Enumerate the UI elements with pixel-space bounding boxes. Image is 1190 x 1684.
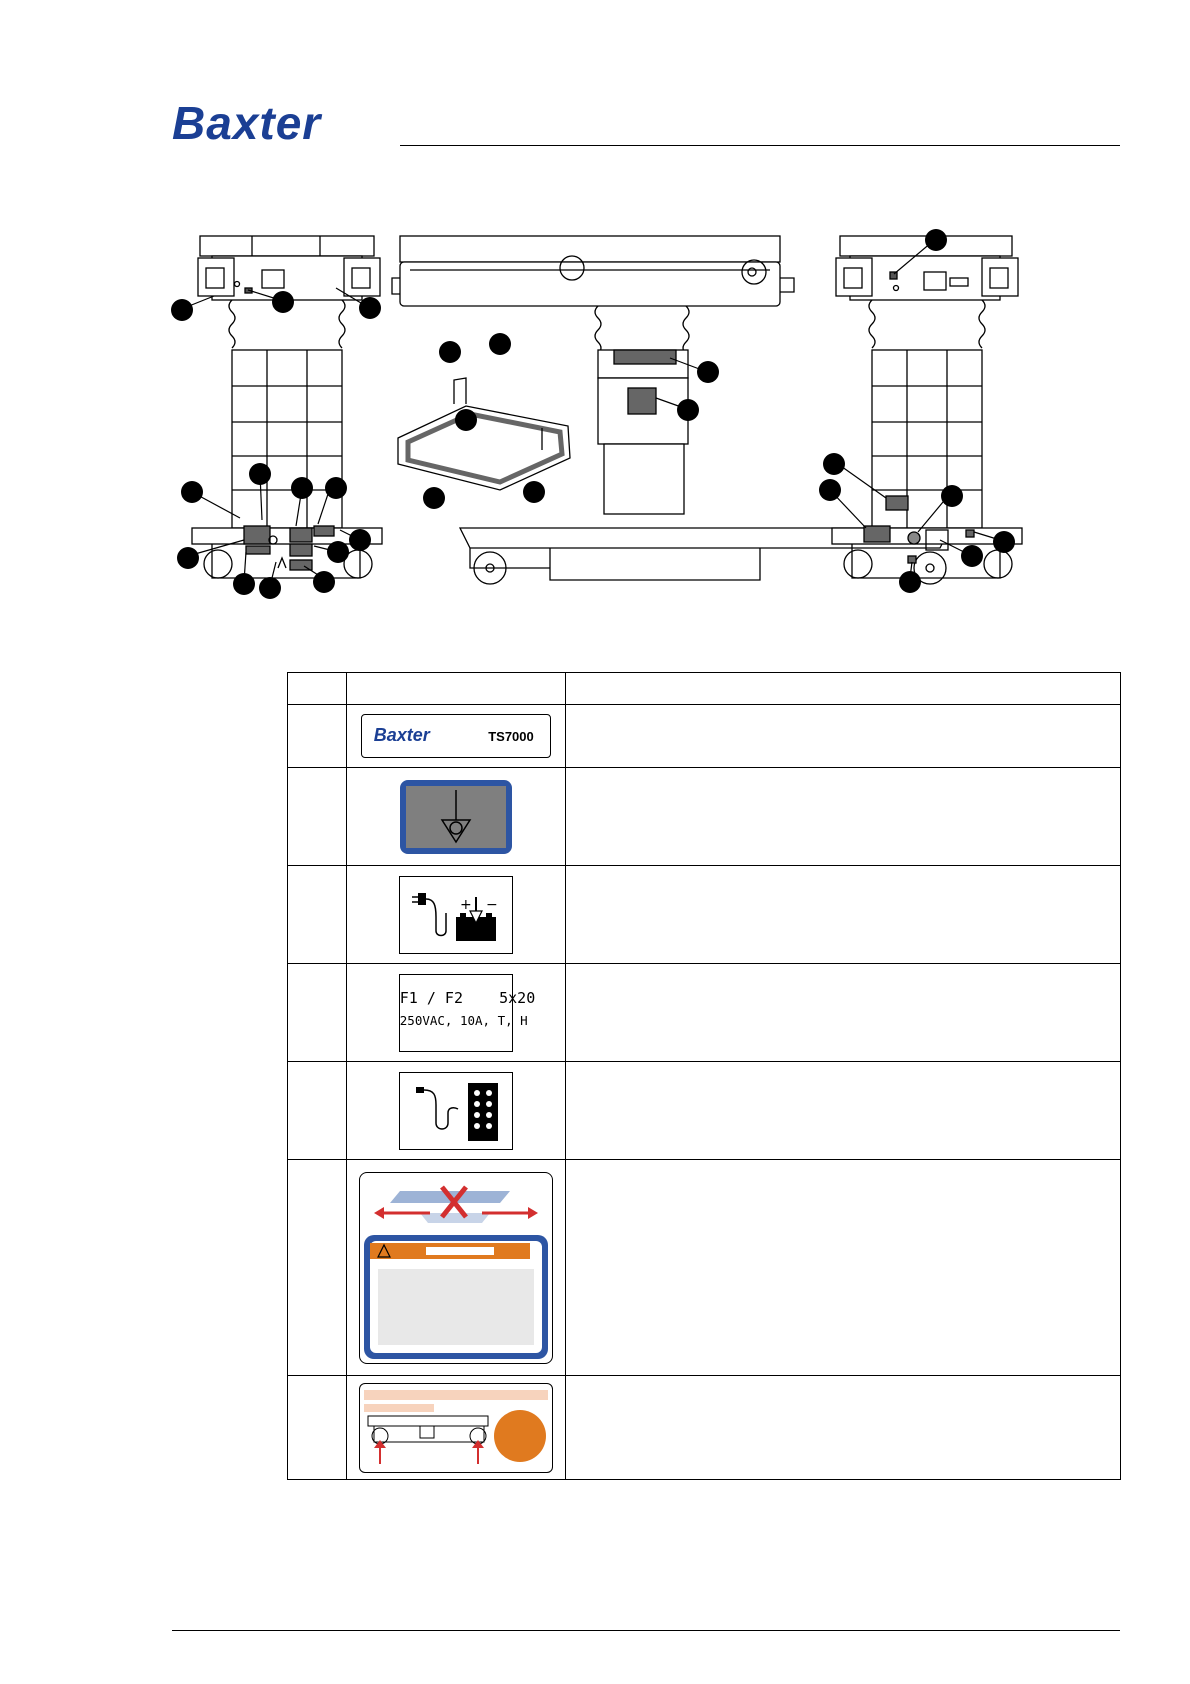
- description-cell: [565, 964, 1120, 1062]
- svg-text:+: +: [459, 896, 472, 913]
- row-number: [288, 866, 347, 964]
- label-cell: [346, 1376, 565, 1480]
- description-cell: [565, 705, 1120, 768]
- baxter-logo: Baxter: [172, 97, 322, 149]
- footer-rule: [172, 1630, 1120, 1631]
- label-location-figure: [170, 228, 1120, 658]
- baxter-ts7000-nameplate-icon: [361, 714, 551, 758]
- header-cell-label: [346, 673, 565, 705]
- header-rule: [400, 145, 1120, 146]
- table-row: [288, 1160, 1121, 1376]
- table-row: [288, 866, 1121, 964]
- row-number: [288, 1062, 347, 1160]
- table-row: [288, 1062, 1121, 1160]
- row-number: [288, 1376, 347, 1480]
- label-table: [287, 672, 1121, 1480]
- tabletop-shift-warning-icon: [359, 1172, 553, 1364]
- right-end-view: [832, 236, 1022, 578]
- label-cell: [346, 964, 565, 1062]
- label-cell: [346, 1160, 565, 1376]
- fuse-line-2: 250VAC, 10A, T, H: [399, 1012, 528, 1028]
- table-row: [288, 768, 1121, 866]
- equipotential-ground-icon: [400, 780, 512, 854]
- row-number: [288, 1160, 347, 1376]
- description-cell: [565, 1062, 1120, 1160]
- label-cell: [346, 866, 565, 964]
- table-row: [288, 705, 1121, 768]
- row-number: [288, 964, 347, 1062]
- row-number: [288, 768, 347, 866]
- description-cell: [565, 768, 1120, 866]
- description-cell: [565, 866, 1120, 964]
- label-cell: [346, 1062, 565, 1160]
- mains-battery-charging-icon: [399, 876, 513, 954]
- fuse-line-1: F1 / F2 5x20: [399, 988, 536, 1007]
- nameplate-model: TS7000: [488, 729, 534, 744]
- fuse-rating-icon: [399, 974, 536, 1052]
- left-end-view: [192, 236, 382, 578]
- label-cell: [346, 705, 565, 768]
- table-row: [288, 1376, 1121, 1480]
- hand-control-connector-icon: [399, 1072, 513, 1150]
- table-header-row: [288, 673, 1121, 705]
- base-lock-release-icon: [359, 1383, 553, 1473]
- description-cell: [565, 1160, 1120, 1376]
- header-cell-description: [565, 673, 1120, 705]
- description-cell: [565, 1376, 1120, 1480]
- label-cell: [346, 768, 565, 866]
- nameplate-logo: Baxter: [373, 725, 430, 745]
- row-number: [288, 705, 347, 768]
- table-row: [288, 964, 1121, 1062]
- header-cell-no: [288, 673, 347, 705]
- svg-text:−: −: [485, 896, 498, 913]
